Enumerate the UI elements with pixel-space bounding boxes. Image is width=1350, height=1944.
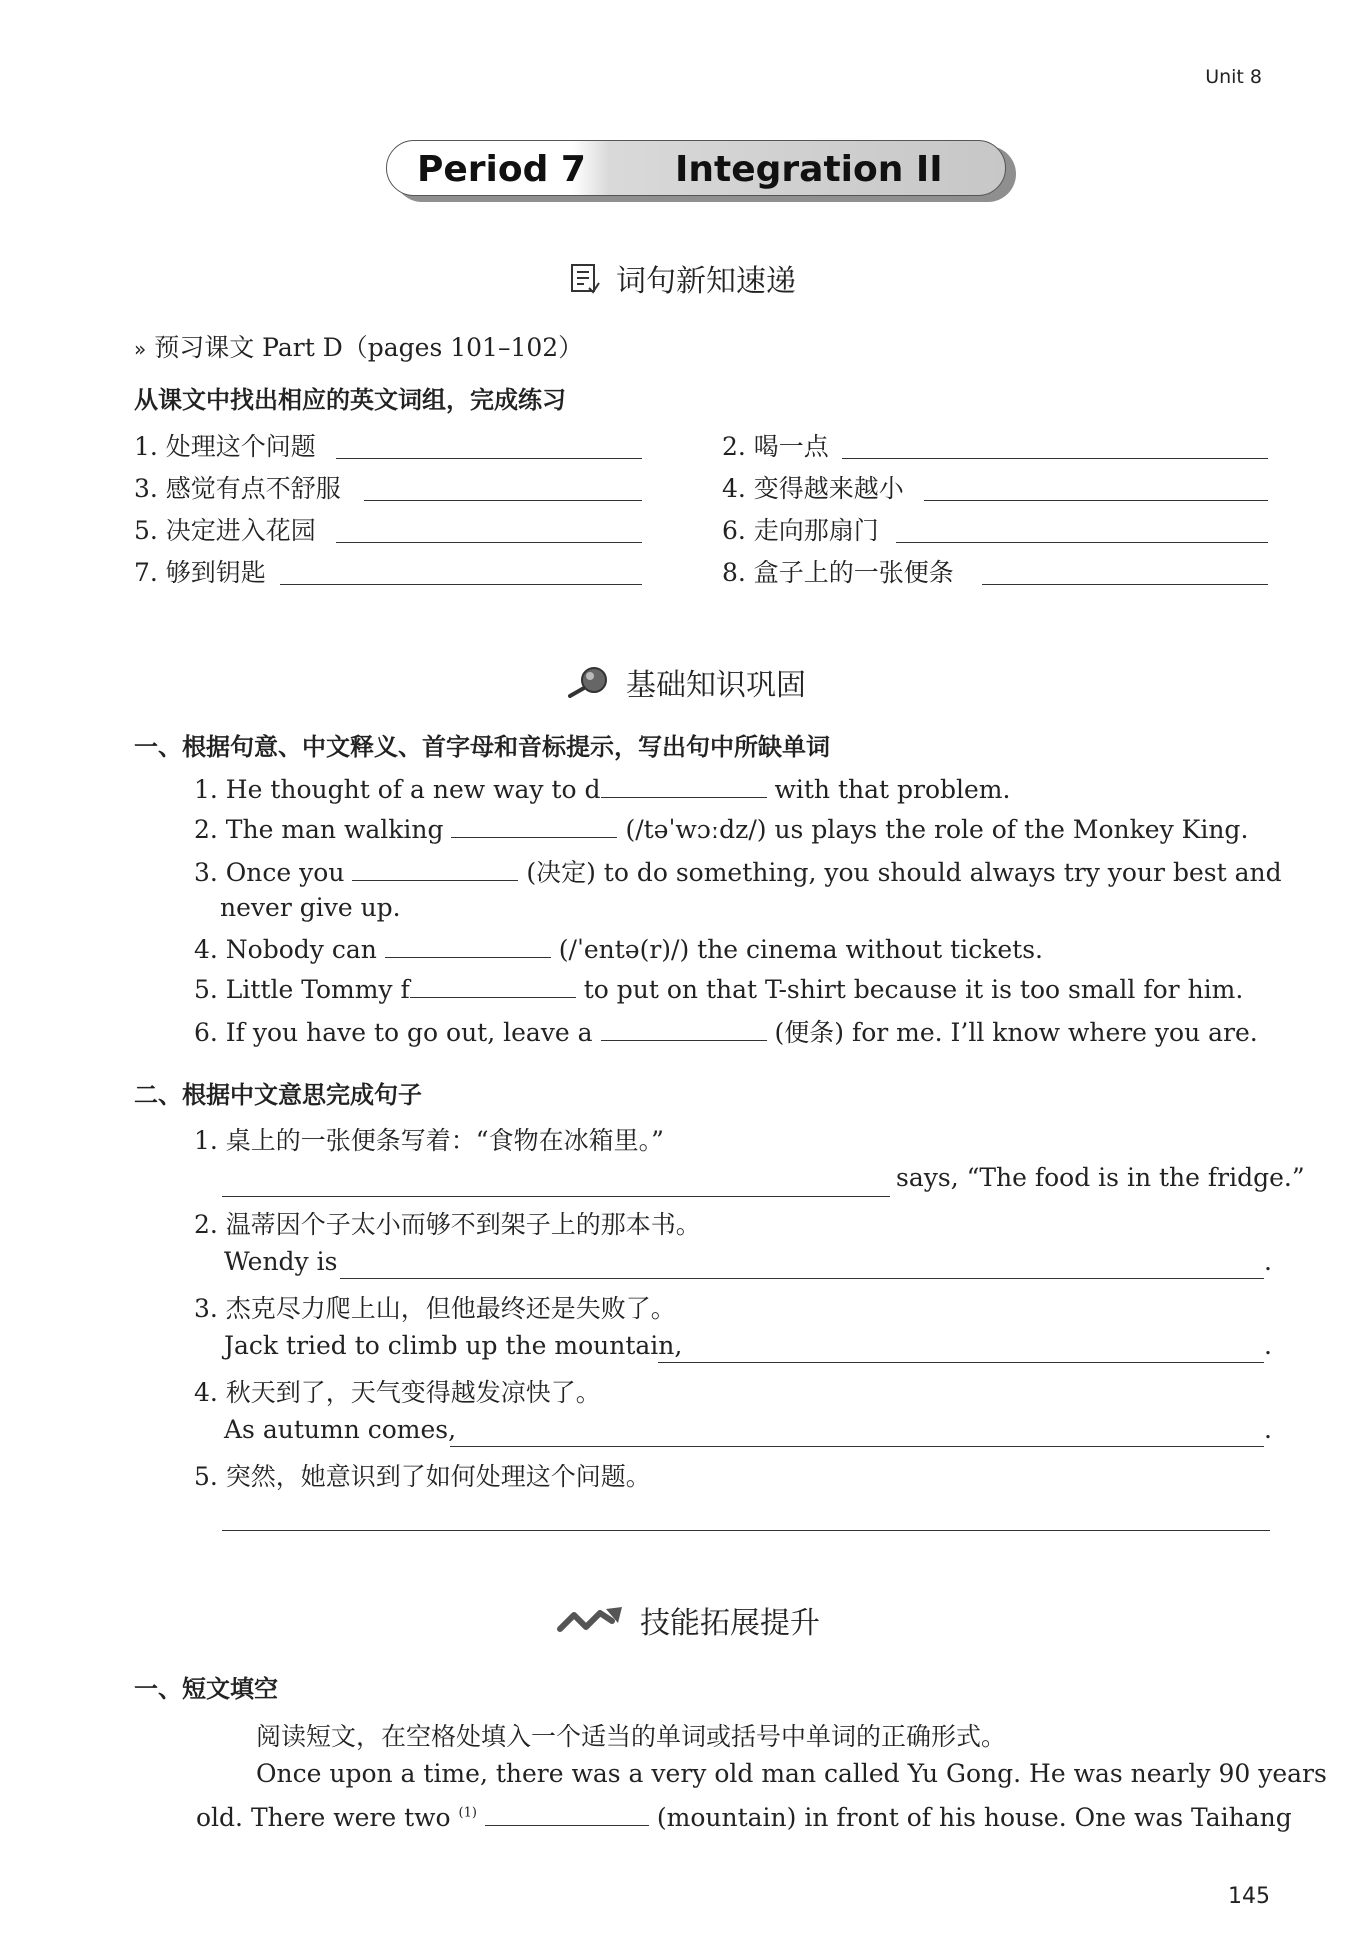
- vocab-answer-8[interactable]: [982, 584, 1268, 585]
- fill-q3-continued: never give up.: [220, 893, 401, 922]
- translate-s3-cn: 3. 杰克尽力爬上山，但他最终还是失败了。: [194, 1294, 676, 1323]
- fill-q2: [194, 813, 1248, 844]
- fill-q5-text-b: to put on that T-shirt because it is too small for him.: [583, 975, 1244, 1004]
- vocab-answer-5[interactable]: [336, 542, 642, 543]
- basics-part1-heading: 一、根据句意、中文释义、首字母和音标提示，写出句中所缺单词: [134, 733, 830, 761]
- fill-q1: [194, 773, 1010, 804]
- fill-q1-blank[interactable]: [601, 773, 767, 798]
- fill-q2-blank[interactable]: [451, 813, 617, 838]
- vocab-instruction: 从课文中找出相应的英文词组，完成练习: [134, 386, 566, 414]
- fill-q1-text-b: with that problem.: [774, 775, 1011, 804]
- fill-q3-text-a: 3. Once you: [194, 858, 345, 887]
- cloze-paragraph-line-2: [196, 1801, 1292, 1832]
- fill-q5: [194, 973, 1243, 1004]
- vocab-item-6-label: 6. 走向那扇门: [722, 516, 879, 545]
- vocab-item-2: [722, 427, 829, 463]
- vocab-item-7: [134, 553, 266, 589]
- skills-part1-heading: 一、短文填空: [134, 1675, 278, 1703]
- fill-q3-blank[interactable]: [352, 856, 518, 881]
- section-vocab-title: 词句新知速递: [616, 264, 796, 299]
- magnifier-icon: [566, 664, 612, 700]
- fill-q4-text-b: (/ˈentə(r)/) the cinema without tickets.: [558, 935, 1043, 964]
- vocab-answer-1[interactable]: [336, 458, 642, 459]
- translate-s4-cn: 4. 秋天到了，天气变得越发凉快了。: [194, 1378, 601, 1407]
- preview-text: 预习课文 Part D（pages 101–102）: [154, 333, 584, 362]
- section-skills-heading: [556, 1598, 820, 1642]
- cloze-blank-1[interactable]: [485, 1801, 649, 1826]
- fill-q3-text-b: (决定) to do something, you should always try your best and: [526, 858, 1282, 887]
- cloze-line-2-text-b: (mountain) in front of his house. One was Taihang: [656, 1803, 1292, 1832]
- fill-q1-text-a: 1. He thought of a new way to d: [194, 775, 601, 804]
- fill-q6-blank[interactable]: [601, 1016, 767, 1041]
- translate-s2-answer[interactable]: [340, 1278, 1264, 1279]
- trend-arrow-icon: [556, 1603, 626, 1637]
- note-icon: [568, 261, 602, 295]
- preview-line: [134, 328, 583, 364]
- vocab-item-3-label: 3. 感觉有点不舒服: [134, 474, 341, 503]
- translate-s1-cn: 1. 桌上的一张便条写着：“食物在冰箱里。”: [194, 1126, 664, 1155]
- vocab-item-4-label: 4. 变得越来越小: [722, 474, 904, 503]
- section-skills-title: 技能拓展提升: [640, 1606, 820, 1641]
- vocab-item-5-label: 5. 决定进入花园: [134, 516, 316, 545]
- vocab-answer-6[interactable]: [896, 542, 1268, 543]
- vocab-item-2-label: 2. 喝一点: [722, 432, 829, 461]
- fill-q5-text-a: 5. Little Tommy f: [194, 975, 410, 1004]
- fill-q6-text-a: 6. If you have to go out, leave a: [194, 1018, 593, 1047]
- fill-q2-text-a: 2. The man walking: [194, 815, 444, 844]
- vocab-item-5: [134, 511, 316, 547]
- translate-s3-answer[interactable]: [658, 1362, 1264, 1363]
- cloze-line-2-text-a: old. There were two: [196, 1803, 451, 1832]
- vocab-item-4: [722, 469, 904, 505]
- unit-label: Unit 8: [1205, 66, 1262, 88]
- translate-s4-period: .: [1264, 1415, 1272, 1444]
- translate-s4-en: As autumn comes,: [224, 1415, 457, 1444]
- vocab-item-6: [722, 511, 879, 547]
- vocab-answer-4[interactable]: [924, 500, 1268, 501]
- section-basics-title: 基础知识巩固: [626, 668, 806, 703]
- fill-q2-text-b: (/təˈwɔːdz/) us plays the role of the Monkey King.: [625, 815, 1249, 844]
- cloze-instruction: 阅读短文，在空格处填入一个适当的单词或括号中单词的正确形式。: [256, 1722, 1007, 1751]
- translate-s3-en: Jack tried to climb up the mountain,: [224, 1331, 683, 1360]
- vocab-answer-3[interactable]: [364, 500, 642, 501]
- vocab-answer-7[interactable]: [280, 584, 642, 585]
- vocab-item-1: [134, 427, 316, 463]
- translate-s3-period: .: [1264, 1331, 1272, 1360]
- vocab-item-8-label: 8. 盒子上的一张便条: [722, 558, 954, 587]
- translate-s5-cn: 5. 突然，她意识到了如何处理这个问题。: [194, 1462, 651, 1491]
- section-basics-heading: [566, 660, 806, 704]
- translate-s5-answer[interactable]: [222, 1530, 1270, 1531]
- double-chevron-icon: »: [134, 337, 147, 361]
- vocab-answer-2[interactable]: [842, 458, 1268, 459]
- period-label: Period 7: [417, 149, 586, 190]
- translate-s2-period: .: [1264, 1247, 1272, 1276]
- translate-s1-en: says, “The food is in the fridge.”: [896, 1163, 1305, 1192]
- fill-q5-blank[interactable]: [410, 973, 576, 998]
- fill-q4-text-a: 4. Nobody can: [194, 935, 377, 964]
- vocab-item-1-label: 1. 处理这个问题: [134, 432, 316, 461]
- fill-q3: [194, 853, 1282, 889]
- cloze-paragraph-line-1: Once upon a time, there was a very old man called Yu Gong. He was nearly 90 years: [256, 1759, 1327, 1788]
- translate-s2-en: Wendy is: [224, 1247, 338, 1276]
- vocab-item-3: [134, 469, 341, 505]
- page-number: 145: [1228, 1884, 1270, 1909]
- vocab-item-7-label: 7. 够到钥匙: [134, 558, 266, 587]
- period-banner: [386, 140, 1016, 200]
- period-title: Integration II: [675, 149, 943, 190]
- translate-s4-answer[interactable]: [450, 1446, 1264, 1447]
- fill-q6: [194, 1013, 1258, 1049]
- translate-s2-cn: 2. 温蒂因个子太小而够不到架子上的那本书。: [194, 1210, 701, 1239]
- cloze-blank-1-number: (1): [458, 1805, 477, 1821]
- fill-q4-blank[interactable]: [385, 933, 551, 958]
- section-vocab-heading: [568, 256, 796, 300]
- translate-s1-answer[interactable]: [222, 1196, 890, 1197]
- banner-pill: [386, 140, 1006, 196]
- vocab-item-8: [722, 553, 954, 589]
- basics-part2-heading: 二、根据中文意思完成句子: [134, 1081, 422, 1109]
- fill-q6-text-b: (便条) for me. I’ll know where you are.: [774, 1018, 1258, 1047]
- fill-q4: [194, 933, 1043, 964]
